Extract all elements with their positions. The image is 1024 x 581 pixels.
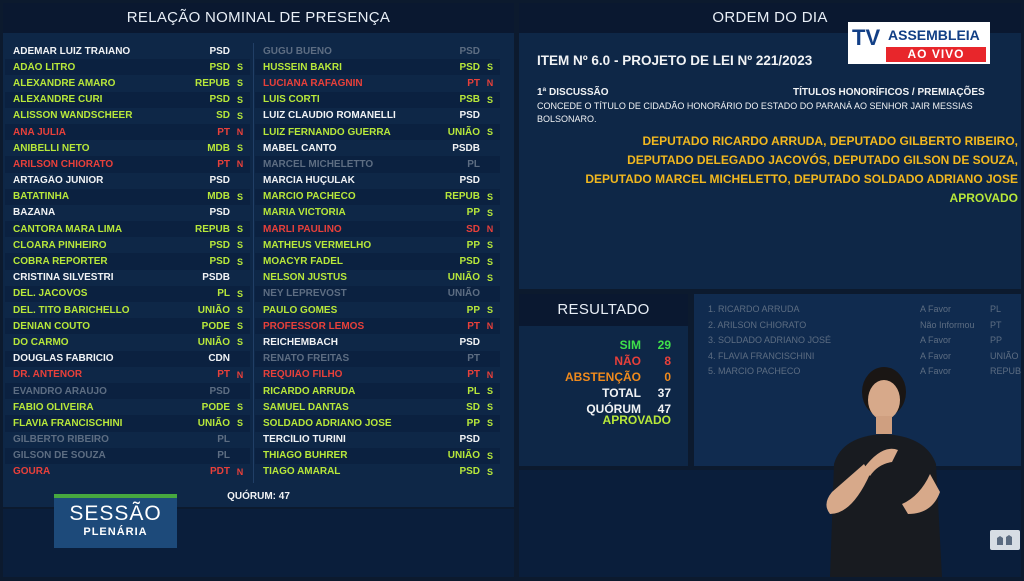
deputy-name: BAZANA bbox=[13, 207, 56, 219]
deputy-name: TIAGO AMARAL bbox=[263, 466, 341, 478]
result-label: QUÓRUM bbox=[586, 402, 641, 416]
deputy-party: PT bbox=[467, 353, 480, 365]
deputy-vote: S bbox=[236, 62, 243, 73]
deputy-name: DO CARMO bbox=[13, 336, 69, 348]
deputy-name: BATATINHA bbox=[13, 191, 70, 203]
result-value: 37 bbox=[657, 386, 671, 400]
tv-assembleia-logo bbox=[848, 22, 990, 64]
deputy-party: PL bbox=[217, 450, 230, 462]
deputy-vote: N bbox=[486, 224, 494, 235]
deputy-row bbox=[255, 173, 500, 189]
deputy-vote: S bbox=[236, 288, 243, 299]
deputy-vote: S bbox=[236, 94, 243, 105]
deputy-row bbox=[255, 221, 500, 237]
authors-line: DEPUTADO DELEGADO JACOVÓS, DEPUTADO GILSON DE SOUZA, bbox=[627, 153, 1018, 167]
deputy-row bbox=[255, 367, 500, 383]
speaker-party: UNIÃO bbox=[990, 350, 1019, 361]
deputy-name: DENIAN COUTO bbox=[13, 320, 91, 332]
speaker-row bbox=[708, 351, 1019, 361]
deputy-party: UNIÃO bbox=[197, 304, 230, 316]
deputy-party: SD bbox=[216, 110, 230, 122]
order-title: ORDEM DO DIA bbox=[519, 3, 1021, 33]
deputy-party: PL bbox=[467, 385, 480, 397]
deputy-name: ALEXANDRE AMARO bbox=[13, 77, 116, 89]
deputy-party: SD bbox=[466, 223, 480, 235]
deputy-name: ANIBELLI NETO bbox=[13, 142, 90, 154]
result-label: TOTAL bbox=[602, 386, 641, 400]
authors-line: DEPUTADO MARCEL MICHELETTO, DEPUTADO SOLDADO ADRIANO JOSE bbox=[585, 172, 1018, 186]
logo-line1: SESSÃO bbox=[69, 502, 162, 525]
result-panel bbox=[519, 294, 688, 466]
deputy-party: PP bbox=[466, 417, 480, 429]
deputy-vote: S bbox=[486, 256, 493, 267]
deputy-vote: S bbox=[236, 240, 243, 251]
deputy-party: PSD bbox=[209, 385, 230, 397]
deputy-row bbox=[255, 399, 500, 415]
deputy-row bbox=[5, 432, 250, 448]
live-badge: AO VIVO bbox=[886, 47, 986, 62]
authors-block bbox=[537, 132, 1018, 208]
deputy-party: PSD bbox=[459, 61, 480, 73]
deputy-row bbox=[255, 318, 500, 334]
result-row bbox=[614, 354, 671, 368]
speaker-name: 1. RICARDO ARRUDA bbox=[708, 304, 800, 314]
deputy-party: PSB bbox=[459, 94, 480, 106]
speaker-position: A Favor bbox=[920, 350, 952, 361]
deputy-name: HUSSEIN BAKRI bbox=[263, 61, 342, 73]
deputy-vote: S bbox=[486, 272, 493, 283]
deputy-row bbox=[5, 415, 250, 431]
deputy-vote: S bbox=[486, 191, 493, 202]
deputy-party: PP bbox=[466, 207, 480, 219]
speaker-position: A Favor bbox=[920, 366, 952, 376]
deputy-party: PSD bbox=[209, 61, 230, 73]
deputy-vote: S bbox=[486, 207, 493, 218]
deputy-name: ARILSON CHIORATO bbox=[13, 158, 114, 170]
deputy-party: PSD bbox=[209, 45, 230, 57]
deputy-name: PAULO GOMES bbox=[263, 304, 338, 316]
result-status: APROVADO bbox=[602, 413, 671, 427]
deputy-name: FABIO OLIVEIRA bbox=[13, 401, 94, 413]
deputy-row bbox=[5, 189, 250, 205]
deputy-name: MATHEUS VERMELHO bbox=[263, 239, 372, 251]
deputy-party: PSD bbox=[459, 466, 480, 478]
deputy-name: SAMUEL DANTAS bbox=[263, 401, 349, 413]
deputy-vote: S bbox=[486, 386, 493, 397]
deputy-vote: S bbox=[236, 418, 243, 429]
deputy-row bbox=[5, 464, 250, 480]
deputy-vote: N bbox=[236, 466, 244, 477]
deputy-party: MDB bbox=[207, 142, 230, 154]
authors-line: DEPUTADO RICARDO ARRUDA, DEPUTADO GILBERTO RIBEIRO, bbox=[642, 134, 1018, 148]
deputy-name: DEL. TITO BARICHELLO bbox=[13, 304, 130, 316]
deputy-vote: S bbox=[236, 256, 243, 267]
deputy-vote: S bbox=[236, 337, 243, 348]
deputy-name: RICARDO ARRUDA bbox=[263, 385, 356, 397]
deputy-party: PSDB bbox=[452, 142, 480, 154]
deputy-vote: N bbox=[236, 369, 244, 380]
result-row bbox=[620, 338, 671, 352]
deputy-vote: N bbox=[236, 127, 244, 138]
deputy-name: GILBERTO RIBEIRO bbox=[13, 434, 109, 446]
deputy-name: LUIZ FERNANDO GUERRA bbox=[263, 126, 391, 138]
category-label: TÍTULOS HONORÍFICOS / PREMIAÇÕES bbox=[793, 87, 985, 98]
presence-column-left bbox=[5, 43, 250, 480]
deputy-row bbox=[5, 351, 250, 367]
deputy-name: ALISSON WANDSCHEER bbox=[13, 110, 133, 122]
result-value: 29 bbox=[657, 338, 671, 352]
deputy-party: PL bbox=[217, 434, 230, 446]
deputy-name: NEY LEPREVOST bbox=[263, 288, 347, 300]
deputy-row bbox=[255, 237, 500, 253]
logo-line2: PLENÁRIA bbox=[83, 526, 148, 538]
deputy-row bbox=[5, 334, 250, 350]
deputy-name: LUIZ CLAUDIO ROMANELLI bbox=[263, 110, 396, 122]
deputy-vote: S bbox=[236, 143, 243, 154]
sign-language-icon[interactable] bbox=[990, 530, 1020, 550]
deputy-party: PL bbox=[217, 288, 230, 300]
tv-name: ASSEMBLEIA bbox=[888, 27, 980, 43]
deputy-vote: S bbox=[486, 62, 493, 73]
deputy-party: SD bbox=[466, 401, 480, 413]
result-row bbox=[602, 386, 671, 400]
deputy-row bbox=[5, 237, 250, 253]
deputy-party: PP bbox=[466, 239, 480, 251]
deputy-name: TERCÍLIO TURINI bbox=[263, 434, 346, 446]
deputy-row bbox=[5, 286, 250, 302]
deputy-party: REPUB bbox=[444, 191, 480, 203]
speaker-row bbox=[708, 304, 1001, 314]
deputy-name: NELSON JUSTUS bbox=[263, 272, 347, 284]
deputy-row bbox=[5, 253, 250, 269]
deputy-name: ARTAGÃO JUNIOR bbox=[13, 175, 104, 187]
deputy-party: PSD bbox=[209, 239, 230, 251]
deputy-vote: S bbox=[236, 305, 243, 316]
deputy-party: PSD bbox=[459, 336, 480, 348]
deputy-name: REQUIÃO FILHO bbox=[263, 369, 343, 381]
tv-mark: TV bbox=[852, 25, 881, 50]
deputy-name: MARIA VICTORIA bbox=[263, 207, 346, 219]
deputy-row bbox=[5, 43, 250, 59]
discussion-label: 1ª DISCUSSÃO bbox=[537, 87, 609, 98]
presence-title: RELAÇÃO NOMINAL DE PRESENÇA bbox=[3, 3, 514, 33]
item-description: CONCEDE O TÍTULO DE CIDADÃO HONORÁRIO DO ESTADO DO PARANÁ AO SENHOR JAIR MESSIAS BOLSONARO. bbox=[537, 101, 973, 124]
deputy-party: PSD bbox=[459, 434, 480, 446]
deputy-name: PROFESSOR LEMOS bbox=[263, 320, 365, 332]
speaker-position: A Favor bbox=[920, 335, 952, 345]
deputy-row bbox=[5, 205, 250, 221]
deputy-name: EVANDRO ARAÚJO bbox=[13, 385, 107, 397]
deputy-name: FLAVIA FRANCISCHINI bbox=[13, 417, 123, 429]
deputy-vote: S bbox=[236, 224, 243, 235]
deputy-row bbox=[255, 432, 500, 448]
presence-panel bbox=[3, 3, 514, 507]
deputy-party: REPUB bbox=[194, 223, 230, 235]
deputy-row bbox=[5, 221, 250, 237]
deputy-name: CRISTINA SILVESTRI bbox=[13, 272, 114, 284]
deputy-name: MABEL CANTO bbox=[263, 142, 337, 154]
speaker-row bbox=[708, 320, 1002, 330]
deputy-name: RENATO FREITAS bbox=[263, 353, 350, 365]
deputy-row bbox=[255, 415, 500, 431]
deputy-vote: N bbox=[486, 369, 494, 380]
deputy-vote: N bbox=[486, 78, 494, 89]
deputy-row bbox=[255, 205, 500, 221]
deputy-name: REICHEMBACH bbox=[263, 336, 338, 348]
deputy-vote: S bbox=[236, 191, 243, 202]
sessao-plenaria-logo bbox=[54, 494, 177, 548]
deputy-name: ANA JULIA bbox=[13, 126, 66, 138]
deputy-row bbox=[255, 43, 500, 59]
deputy-party: REPUB bbox=[194, 77, 230, 89]
deputy-party: PT bbox=[217, 369, 230, 381]
deputy-party: PDT bbox=[210, 466, 230, 478]
deputy-row bbox=[255, 448, 500, 464]
deputy-row bbox=[255, 59, 500, 75]
deputy-vote: S bbox=[236, 78, 243, 89]
deputy-name: COBRA REPÓRTER bbox=[13, 256, 108, 268]
deputy-party: PODE bbox=[201, 401, 230, 413]
deputy-row bbox=[255, 286, 500, 302]
deputy-row bbox=[255, 383, 500, 399]
deputy-row bbox=[5, 92, 250, 108]
deputy-row bbox=[255, 464, 500, 480]
deputy-party: PP bbox=[466, 304, 480, 316]
result-label: SIM bbox=[619, 338, 641, 352]
speaker-row bbox=[708, 335, 1002, 345]
deputy-row bbox=[5, 302, 250, 318]
deputy-name: MARCIA HUÇULAK bbox=[263, 175, 355, 187]
deputy-party: PODE bbox=[201, 320, 230, 332]
deputy-party: PL bbox=[467, 158, 480, 170]
deputy-name: DR. ANTENOR bbox=[13, 369, 83, 381]
deputy-name: MARCIO PACHECO bbox=[263, 191, 356, 203]
deputy-party: UNIÃO bbox=[447, 126, 480, 138]
deputy-vote: S bbox=[236, 321, 243, 332]
deputy-party: PSD bbox=[459, 256, 480, 268]
deputy-party: MDB bbox=[207, 191, 230, 203]
deputy-vote: S bbox=[486, 418, 493, 429]
result-value: 0 bbox=[664, 370, 671, 384]
deputy-party: PSD bbox=[209, 175, 230, 187]
deputy-row bbox=[255, 253, 500, 269]
deputy-party: PT bbox=[217, 126, 230, 138]
deputy-name: MARLI PAULINO bbox=[263, 223, 342, 235]
deputy-name: LUIS CORTI bbox=[263, 94, 320, 106]
deputy-name: GOURA bbox=[13, 466, 51, 478]
speaker-name: 3. SOLDADO ADRIANO JOSÉ bbox=[708, 335, 832, 345]
deputy-party: PSD bbox=[209, 256, 230, 268]
deputy-row bbox=[5, 173, 250, 189]
deputy-row bbox=[5, 367, 250, 383]
deputy-row bbox=[5, 399, 250, 415]
deputy-row bbox=[5, 75, 250, 91]
deputy-row bbox=[5, 448, 250, 464]
deputy-vote: S bbox=[486, 450, 493, 461]
sign-language-interpreter bbox=[812, 364, 952, 577]
result-value: 47 bbox=[657, 402, 671, 416]
deputy-vote: S bbox=[486, 240, 493, 251]
result-row bbox=[565, 370, 671, 384]
deputy-name: DOUGLAS FABRÍCIO bbox=[13, 353, 114, 365]
deputy-party: PT bbox=[467, 320, 480, 332]
deputy-party: PSD bbox=[209, 94, 230, 106]
deputy-row bbox=[255, 334, 500, 350]
speaker-party: PL bbox=[990, 304, 1002, 314]
deputy-vote: S bbox=[236, 402, 243, 413]
deputy-row bbox=[255, 351, 500, 367]
deputy-name: ADÃO LITRO bbox=[13, 61, 76, 73]
deputy-row bbox=[255, 124, 500, 140]
deputy-name: DEL. JACOVÓS bbox=[13, 288, 88, 300]
deputy-row bbox=[255, 92, 500, 108]
speaker-name: 5. MARCIO PACHECO bbox=[708, 366, 801, 376]
deputy-name: LUCIANA RAFAGNIN bbox=[263, 77, 363, 89]
deputy-row bbox=[255, 140, 500, 156]
presence-quorum: QUÓRUM: 47 bbox=[227, 491, 290, 502]
speaker-name: 4. FLAVIA FRANCISCHINI bbox=[708, 350, 815, 361]
result-label: ABSTENÇÃO bbox=[564, 370, 641, 384]
deputy-row bbox=[5, 156, 250, 172]
item-title: ITEM Nº 6.0 - PROJETO DE LEI Nº 221/2023 bbox=[537, 53, 813, 68]
deputy-row bbox=[5, 270, 250, 286]
speaker-party: REPUB bbox=[990, 366, 1022, 376]
deputy-party: PSD bbox=[459, 110, 480, 122]
speaker-party: PP bbox=[990, 335, 1003, 345]
deputy-vote: S bbox=[486, 305, 493, 316]
deputy-name: THIAGO BUHRER bbox=[263, 450, 348, 462]
deputy-name: SOLDADO ADRIANO JOSÉ bbox=[263, 417, 392, 429]
deputy-party: UNIÃO bbox=[447, 272, 480, 284]
deputy-party: PSDB bbox=[202, 272, 230, 284]
deputy-name: MOACYR FADEL bbox=[263, 256, 343, 268]
deputy-vote: S bbox=[236, 110, 243, 121]
deputy-row bbox=[255, 75, 500, 91]
speaker-position: Não Informou bbox=[920, 319, 975, 330]
deputy-name: ADEMAR LUIZ TRAIANO bbox=[13, 45, 131, 57]
deputy-party: UNIÃO bbox=[197, 336, 230, 348]
deputy-vote: S bbox=[486, 127, 493, 138]
deputy-row bbox=[255, 189, 500, 205]
presence-column-right bbox=[255, 43, 500, 480]
deputy-party: UNIÃO bbox=[197, 417, 230, 429]
deputy-name: CANTORA MARA LIMA bbox=[13, 223, 123, 235]
deputy-row bbox=[5, 59, 250, 75]
deputy-party: UNIÃO bbox=[447, 450, 480, 462]
deputy-row bbox=[5, 140, 250, 156]
column-divider bbox=[253, 43, 254, 483]
order-status: APROVADO bbox=[949, 191, 1018, 205]
deputy-name: GILSON DE SOUZA bbox=[13, 450, 106, 462]
deputy-party: PSD bbox=[459, 45, 480, 57]
speaker-party: PT bbox=[990, 319, 1002, 330]
deputy-vote: S bbox=[486, 94, 493, 105]
deputy-vote: S bbox=[486, 466, 493, 477]
deputy-party: PT bbox=[217, 158, 230, 170]
deputy-party: PSD bbox=[209, 207, 230, 219]
deputy-row bbox=[5, 383, 250, 399]
deputy-row bbox=[5, 124, 250, 140]
deputy-party: PSD bbox=[459, 175, 480, 187]
deputy-party: PT bbox=[467, 369, 480, 381]
deputy-row bbox=[255, 270, 500, 286]
speaker-name: 2. ARILSON CHIORATO bbox=[708, 319, 807, 330]
speaker-position: A Favor bbox=[920, 304, 952, 314]
deputy-vote: N bbox=[486, 321, 494, 332]
deputy-row bbox=[5, 108, 250, 124]
deputy-row bbox=[255, 108, 500, 124]
deputy-name: ALEXANDRE CURI bbox=[13, 94, 103, 106]
deputy-row bbox=[5, 318, 250, 334]
deputy-name: CLOARA PINHEIRO bbox=[13, 239, 107, 251]
deputy-party: UNIÃO bbox=[447, 288, 480, 300]
deputy-name: GUGU BUENO bbox=[263, 45, 332, 57]
result-label: NÃO bbox=[614, 354, 641, 368]
deputy-vote: N bbox=[236, 159, 244, 170]
deputy-row bbox=[255, 302, 500, 318]
deputy-vote: S bbox=[486, 402, 493, 413]
deputy-party: PT bbox=[467, 77, 480, 89]
result-title: RESULTADO bbox=[519, 294, 688, 326]
result-value: 8 bbox=[664, 354, 671, 368]
deputy-row bbox=[255, 156, 500, 172]
deputy-name: MARCEL MICHELETTO bbox=[263, 158, 374, 170]
deputy-party: CDN bbox=[208, 353, 230, 365]
